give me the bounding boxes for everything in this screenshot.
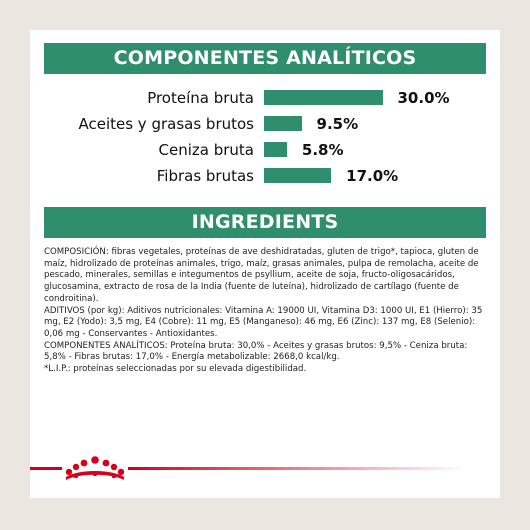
product-info-card — [30, 30, 500, 498]
brand-footer — [30, 455, 500, 485]
row-label: Fibras brutas — [156, 167, 254, 185]
analytic-summary-paragraph: COMPONENTES ANALÍTICOS: Proteína bruta: 30,0% - Aceites y grasas brutos: 9,5% - Ceniza bruta: 5,8% - Fibras brutas: 17,0% - Energía metabolizable: 2668,0 kcal/kg. — [44, 340, 468, 363]
row-value: 17.0% — [346, 167, 399, 185]
analytic-row-fat — [30, 113, 500, 135]
brand-stripe-left — [30, 467, 62, 470]
lip-footnote: *L.I.P.: proteínas seleccionadas por su elevada digestibilidad. — [44, 364, 307, 375]
ingredients-banner: INGREDIENTS — [44, 207, 486, 238]
row-label: Ceniza bruta — [158, 141, 254, 159]
ingredients-text — [44, 247, 490, 376]
composition-paragraph: COMPOSICIÓN: fibras vegetales, proteínas de ave deshidratadas, gluten de trigo*, tapioca, gluten de maíz, hidrolizado de proteínas animales, trigo, maíz, grasas animales, pulpa de remolacha, aceite de pescado, minerales, semillas e integumentos de psyllium, aceite de soja, fructo-oligosacáridos, glucosamina, extracto de rosa de la India (fuente de luteína), hidrolizado de cartílago (fuente de condroitina). — [44, 247, 479, 304]
row-label: Aceites y grasas brutos — [78, 115, 254, 133]
row-value: 30.0% — [397, 89, 450, 107]
analytic-row-ash — [30, 139, 500, 161]
additives-paragraph: ADITIVOS (por kg): Aditivos nutricionales: Vitamina A: 19000 UI, Vitamina D3: 1000 UI, E1 (Hierro): 35 mg, E2 (Yodo): 3,5 mg, E4 (Cobre): 11 mg, E5 (Manganeso): 46 mg, E6 (Zinc): 137 mg, E8 (Selenio): 0,06 mg - Conservantes - Antioxidantes. — [44, 305, 483, 339]
analytic-components-banner: COMPONENTES ANALÍTICOS — [44, 43, 486, 74]
royal-canin-crown-icon — [62, 455, 128, 483]
row-bar — [264, 168, 331, 183]
row-bar — [264, 90, 383, 105]
row-value: 5.8% — [301, 141, 344, 159]
analytic-row-fiber — [30, 165, 500, 187]
row-bar — [264, 142, 287, 157]
row-label: Proteína bruta — [147, 89, 254, 107]
row-bar — [264, 116, 302, 131]
row-value: 9.5% — [316, 115, 359, 133]
analytic-row-protein — [30, 87, 500, 109]
brand-stripe-right — [128, 467, 468, 470]
